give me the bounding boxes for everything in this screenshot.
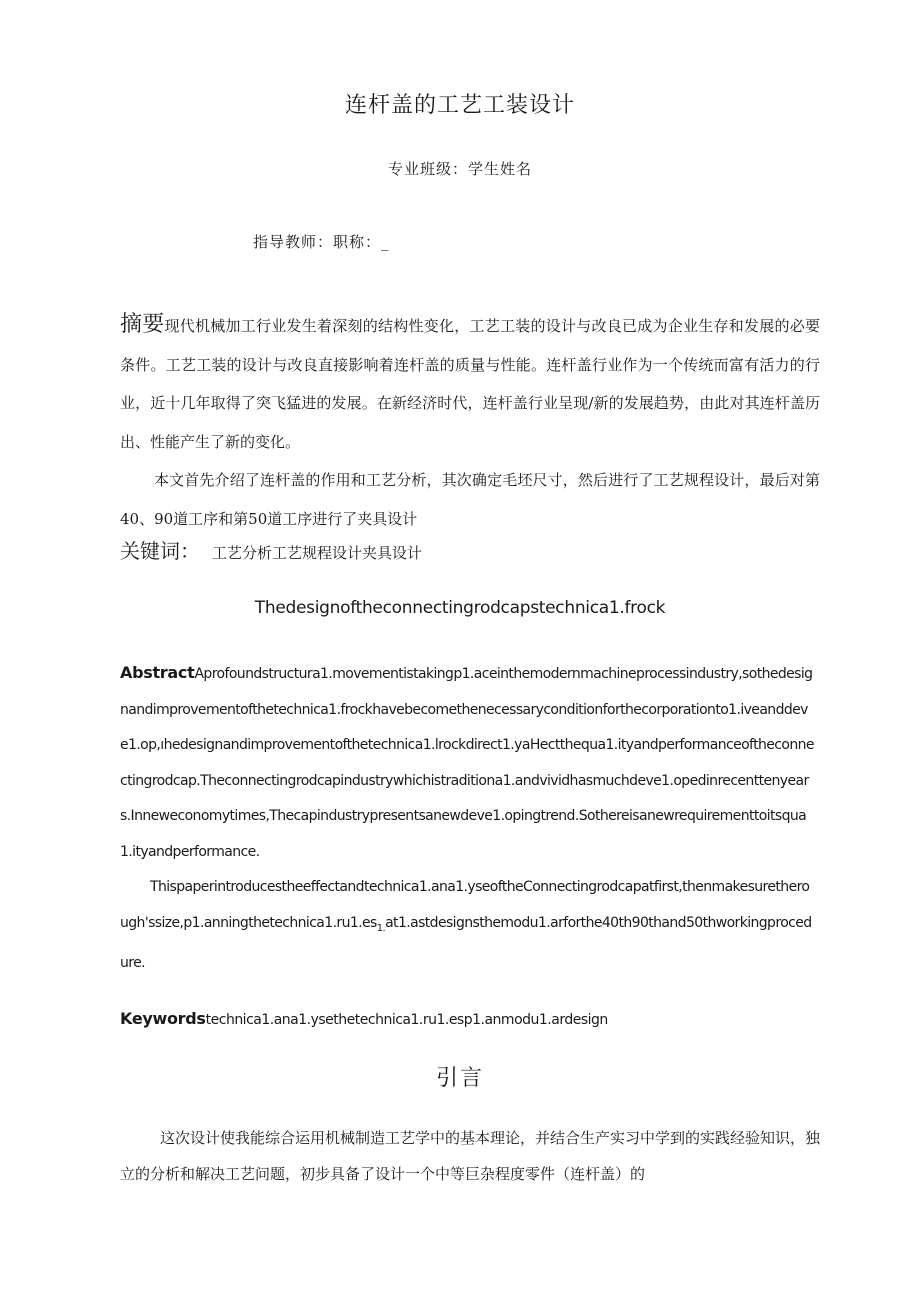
abstract-chinese <box>120 306 820 538</box>
abstract-english <box>120 655 815 981</box>
abstract-en-text-1: Aprofoundstructura1.movementistakingp1.aceinthemodernmachineprocessindustry,sothedesignandimprovementofthetechnica1.frockhavebecomethenecessaryconditionforthecorporationto1.iveanddeve1.op,ıhedesignandimprovementofthetechnica1.lrockdirect1.yaHectthequa1.ityandperformanceoftheconnectingrodcap.Theconnectingrodcapindustrywhichistraditiona1.andvividhasmuchdeve1.opedinrecenttenyears.Inneweconomytimes,Thecapindustrypresentsanewdeve1.opingtrend.Sothereisanewrequirementtoitsqua1.ityandperformance. <box>120 666 814 860</box>
abstract-en-paragraph-1 <box>120 655 815 870</box>
abstract-cn-text-1: 现代机械加工行业发生着深刻的结构性变化，工艺工装的设计与改良已成为企业生存和发展的必要条件。工艺工装的设计与改良直接影响着连杆盖的质量与性能。连杆盖行业作为一个传统而富有活力的行业，近十几年取得了突飞猛进的发展。在新经济时代，连杆盖行业呈现/新的发展趋势，由此对其连杆盖历出、性能产生了新的变化。 <box>120 317 820 451</box>
abstract-en-paragraph-2 <box>120 870 815 981</box>
intro-heading: 引言 <box>435 1066 484 1091</box>
keywords-english <box>120 1009 608 1028</box>
intro-paragraph-1: 这次设计使我能综合运用机械制造工艺学中的基本理论，并结合生产实习中学到的实践经验知识，独立的分析和解决工艺问题，初步具备了设计一个中等巨杂程度零件（连杆盖）的 <box>120 1129 821 1183</box>
abstract-cn-label: 摘要 <box>120 312 165 337</box>
keywords-en-label: Keywords <box>120 1009 206 1028</box>
english-title: Thedesignoftheconnectingrodcapstechnica1.frock <box>254 598 666 618</box>
abstract-cn-paragraph-1 <box>120 306 820 461</box>
keywords-cn-text: 工艺分析工艺规程设计夹具设计 <box>212 544 423 562</box>
keywords-chinese <box>120 535 422 564</box>
abstract-en-text-2a: Thispaperintroducestheeffectandtechnica1.ana1.yseoftheConnectingrodcapatfirst,thenmakesuretherough'ssize,p1.anningthetechnica1.ru1.es <box>120 879 810 931</box>
advisor-line: 指导教师：职称：_ <box>253 233 390 251</box>
abstract-en-subscript: 1. <box>376 922 386 934</box>
keywords-cn-label: 关键词： <box>120 539 200 563</box>
keywords-en-text: technica1.ana1.ysethetechnica1.ru1.esp1.anmodu1.ardesign <box>205 1012 608 1028</box>
abstract-en-text-2b: at1.astdesignsthemodu1.arforthe40th90thand50thworkingprocedure. <box>120 914 812 971</box>
abstract-en-label: Abstract <box>120 663 195 682</box>
intro-body <box>120 1120 820 1192</box>
author-line: 专业班级：学生姓名 <box>387 160 532 178</box>
document-title: 连杆盖的工艺工装设计 <box>344 93 575 118</box>
abstract-cn-paragraph-2: 本文首先介绍了连杆盖的作用和工艺分析，其次确定毛坯尺寸，然后进行了工艺规程设计，最后对第40、90道工序和第50道工序进行了夹具设计 <box>120 471 820 528</box>
